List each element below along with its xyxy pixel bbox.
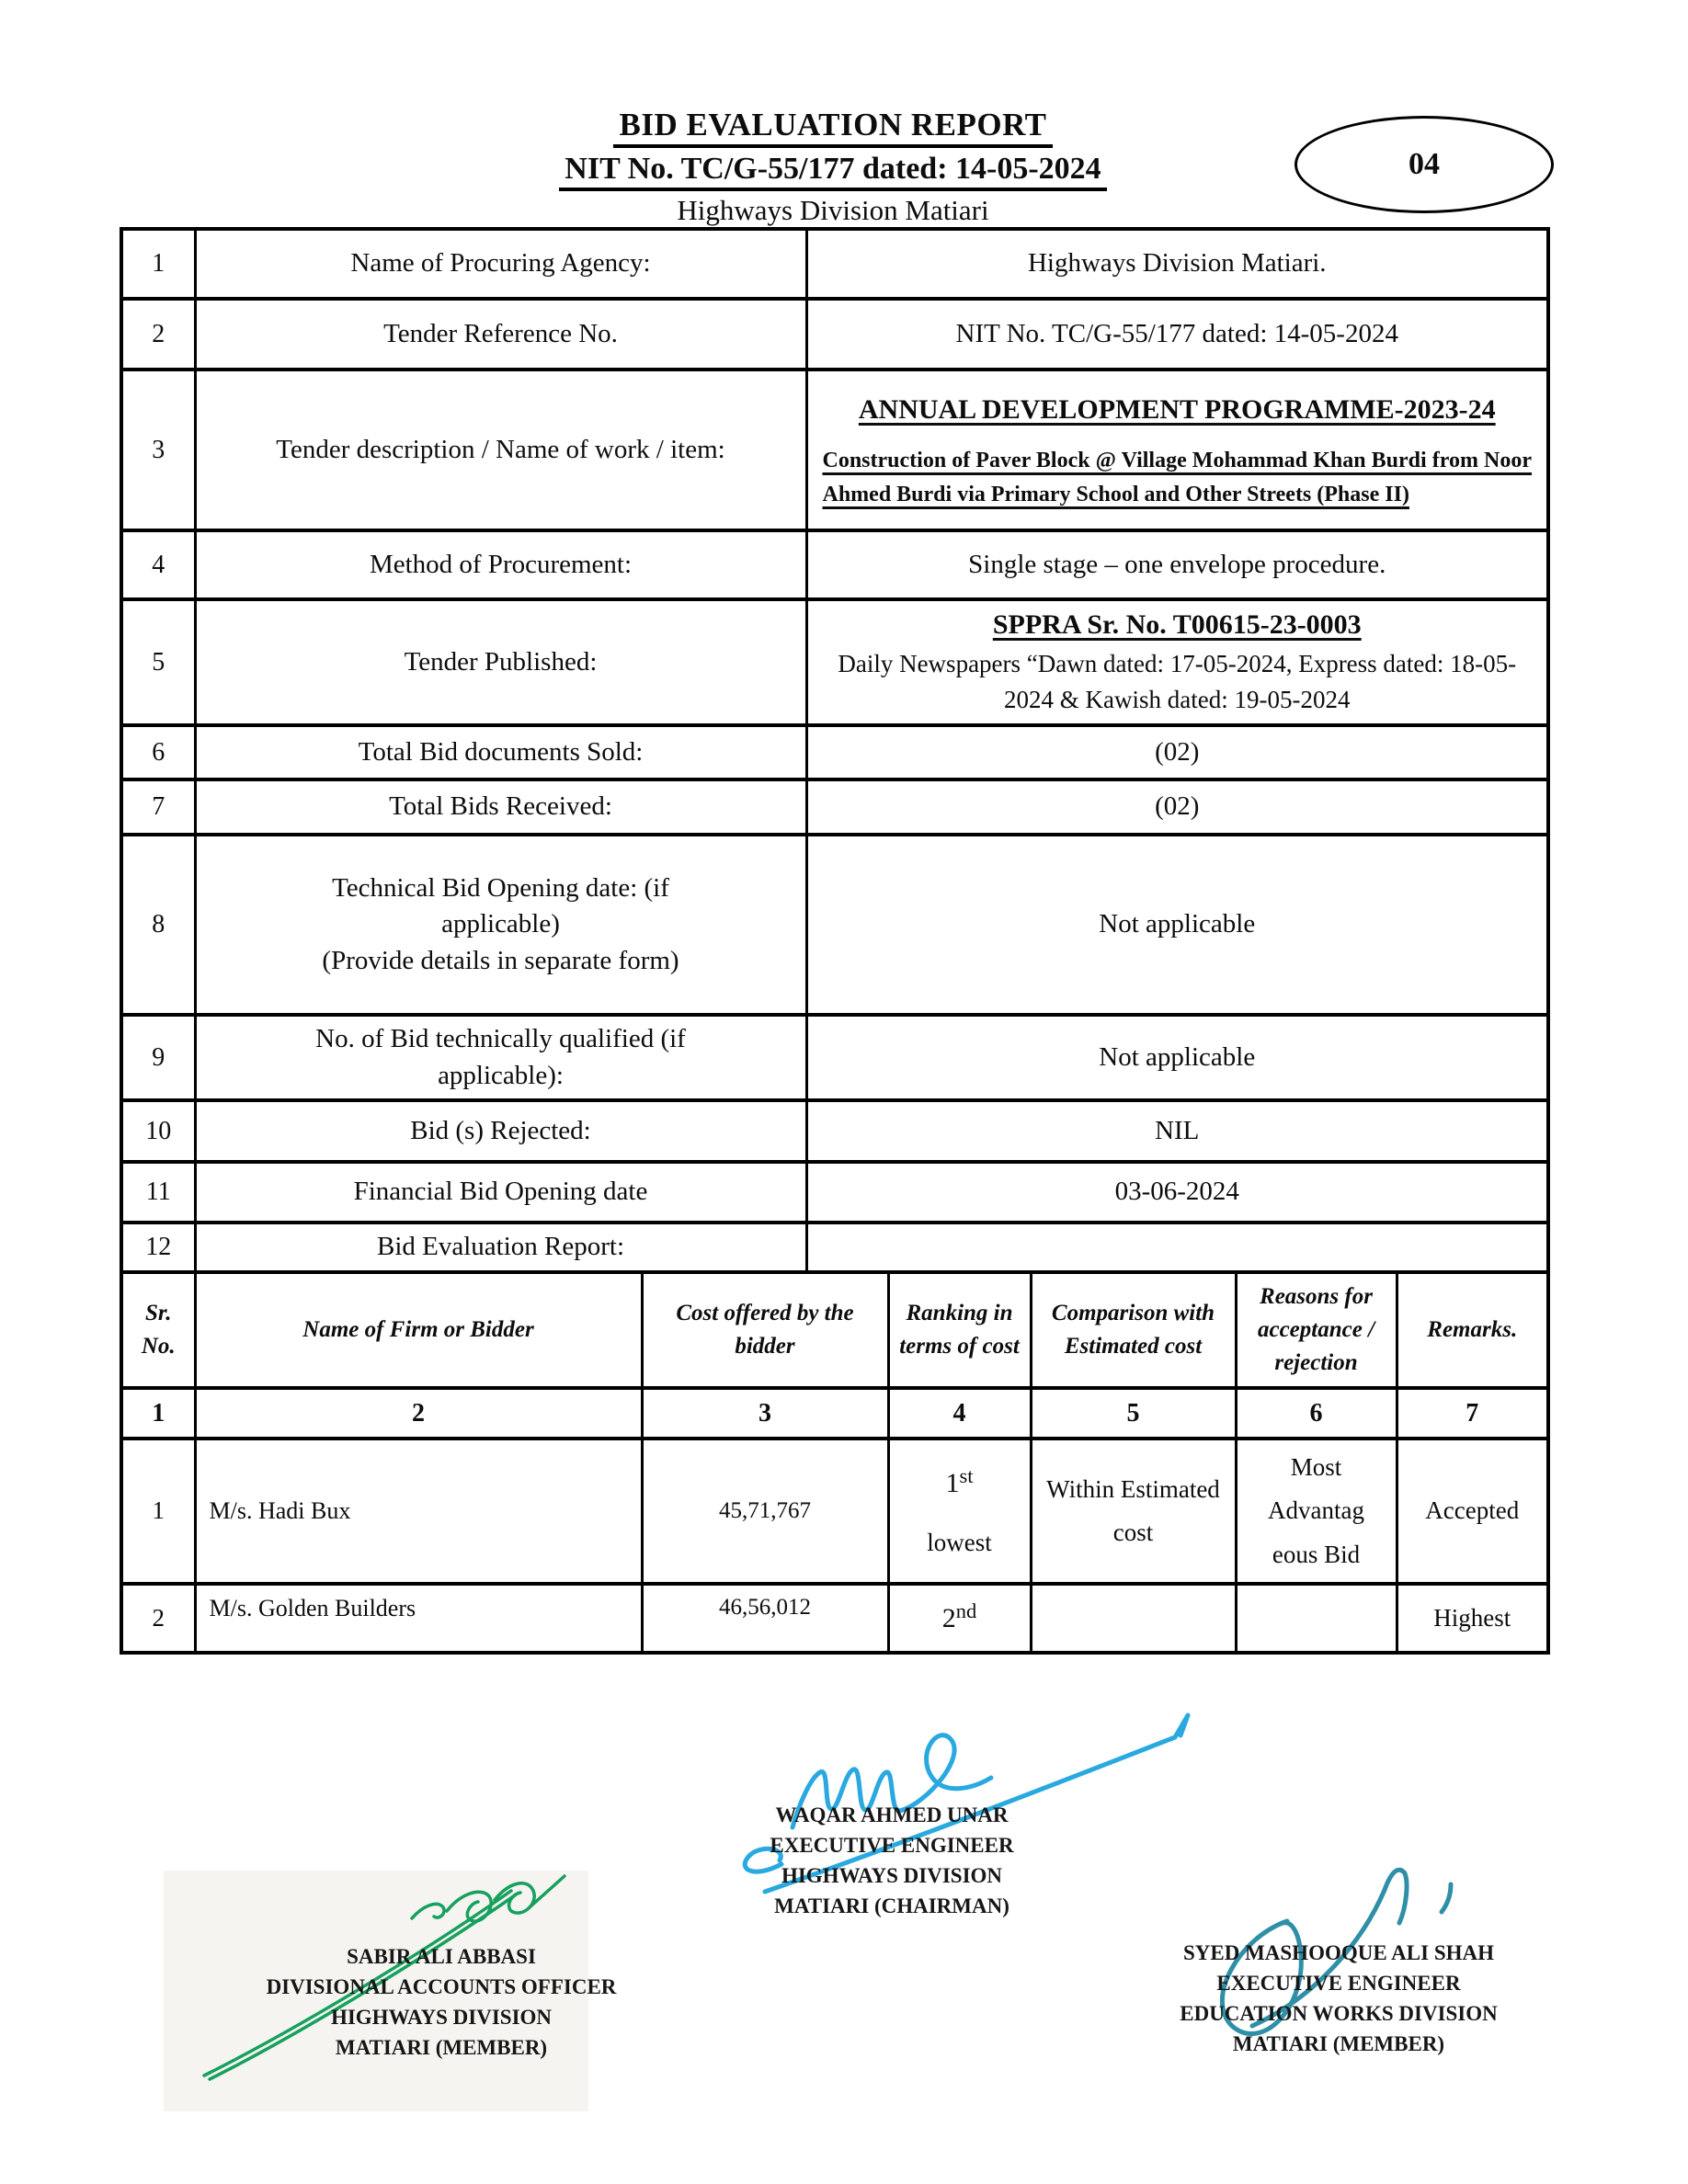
header-reasons: Reasons for acceptance / rejection <box>1236 1272 1397 1388</box>
row-sr-no: 4 <box>121 530 195 599</box>
procurement-method-value: Single stage – one envelope procedure. <box>806 530 1548 599</box>
tender-published-value <box>806 599 1548 725</box>
bids-received-value: (02) <box>806 779 1548 835</box>
tender-reference-value: NIT No. TC/G-55/177 dated: 14-05-2024 <box>806 299 1548 370</box>
bid-documents-sold-value: (02) <box>806 725 1548 779</box>
procuring-agency-value: Highways Division Matiari. <box>806 229 1548 299</box>
header-cost-offered: Cost offered by the bidder <box>642 1272 888 1388</box>
page-number-oval-stamp: 04 <box>1295 116 1554 213</box>
table-row <box>121 779 1548 835</box>
tender-description-value <box>806 370 1548 530</box>
table-row <box>121 229 1548 299</box>
table-row <box>121 1100 1548 1162</box>
chairman-role: MATIARI (CHAIRMAN) <box>774 1894 1009 1917</box>
table-row <box>121 835 1548 1015</box>
technical-bid-opening-label-line1: Technical Bid Opening date: (if applicable) <box>332 873 669 939</box>
bidder-row-1 <box>121 1439 1548 1584</box>
technical-bid-opening-label-line2: (Provide details in separate form) <box>322 945 679 975</box>
member-right-title: EXECUTIVE ENGINEER <box>1216 1972 1461 1995</box>
bidder1-cost: 45,71,767 <box>642 1439 888 1584</box>
bidder-row-2 <box>121 1584 1548 1653</box>
header-ranking: Ranking in terms of cost <box>888 1272 1031 1388</box>
row-sr-no: 1 <box>121 229 195 299</box>
bidder2-cost: 46,56,012 <box>642 1584 888 1653</box>
tender-reference-label: Tender Reference No. <box>195 299 806 370</box>
chairman-name: WAQAR AHMED UNAR <box>775 1803 1009 1826</box>
table-row <box>121 370 1548 530</box>
bidder1-firm-name: M/s. Hadi Bux <box>195 1439 642 1584</box>
member-right-name: SYED MASHOOQUE ALI SHAH <box>1182 1941 1495 1964</box>
row-sr-no: 7 <box>121 779 195 835</box>
member-left-role: MATIARI (MEMBER) <box>335 2036 548 2059</box>
tender-published-label: Tender Published: <box>195 599 806 725</box>
header-remarks: Remarks. <box>1397 1272 1548 1388</box>
report-title: BID EVALUATION REPORT <box>613 107 1052 148</box>
table-row <box>121 1223 1548 1272</box>
member-left-division: HIGHWAYS DIVISION <box>330 2006 553 2029</box>
bids-received-label: Total Bids Received: <box>195 779 806 835</box>
bidder1-rank-word: lowest <box>927 1528 992 1556</box>
table-row <box>121 530 1548 599</box>
row-sr-no: 3 <box>121 370 195 530</box>
col-number-2: 2 <box>195 1388 642 1439</box>
table-row <box>121 299 1548 370</box>
bidder2-comparison <box>1031 1584 1236 1653</box>
member-left-signature-block <box>230 1941 653 2063</box>
table-row <box>121 725 1548 779</box>
bid-table-header-row <box>121 1272 1548 1388</box>
row-sr-no: 12 <box>121 1223 195 1272</box>
bidder2-ranking <box>888 1584 1031 1653</box>
work-name-detail: Construction of Paver Block @ Village Mohammad Khan Burdi from Noor Ahmed Burdi via Primary School and Other Streets (Phase II) <box>822 448 1532 506</box>
bid-evaluation-report-value <box>806 1223 1548 1272</box>
division-name-line: Highways Division Matiari <box>677 194 989 227</box>
financial-bid-opening-label: Financial Bid Opening date <box>195 1162 806 1223</box>
bid-evaluation-report-label: Bid Evaluation Report: <box>195 1223 806 1272</box>
col-number-5: 5 <box>1031 1388 1236 1439</box>
bidder2-reasons <box>1236 1584 1397 1653</box>
member-right-division: EDUCATION WORKS DIVISION <box>1180 2002 1498 2025</box>
technically-qualified-label-text: No. of Bid technically qualified (if applicable): <box>315 1024 686 1090</box>
row-sr-no: 11 <box>121 1162 195 1223</box>
table-row <box>121 599 1548 725</box>
col-number-4: 4 <box>888 1388 1031 1439</box>
technical-bid-opening-value: Not applicable <box>806 835 1548 1015</box>
col-number-3: 3 <box>642 1388 888 1439</box>
procuring-agency-label: Name of Procuring Agency: <box>195 229 806 299</box>
member-left-name: SABIR ALI ABBASI <box>347 1945 536 1968</box>
bidder1-comparison: Within Estimated cost <box>1031 1439 1236 1584</box>
col-number-7: 7 <box>1397 1388 1548 1439</box>
bidder1-reasons: Most Advantag eous Bid <box>1236 1439 1397 1584</box>
row-sr-no: 6 <box>121 725 195 779</box>
bidder1-rank-ordinal: st <box>959 1464 974 1488</box>
technical-bid-opening-label <box>195 835 806 1015</box>
newspapers-detail: Daily Newspapers “Dawn dated: 17-05-2024, Express dated: 18-05-2024 & Kawish dated: 19-05-2024 <box>838 649 1517 713</box>
technically-qualified-label <box>195 1015 806 1100</box>
chairman-title: EXECUTIVE ENGINEER <box>770 1834 1014 1857</box>
bidder1-sr: 1 <box>121 1439 195 1584</box>
col-number-6: 6 <box>1236 1388 1397 1439</box>
bidder1-remarks: Accepted <box>1397 1439 1548 1584</box>
member-left-title: DIVISIONAL ACCOUNTS OFFICER <box>266 1975 617 1998</box>
bidder2-firm-name: M/s. Golden Builders <box>195 1584 642 1653</box>
nit-reference-line: NIT No. TC/G-55/177 dated: 14-05-2024 <box>559 151 1106 191</box>
bidder1-ranking <box>888 1439 1031 1584</box>
technically-qualified-value: Not applicable <box>806 1015 1548 1100</box>
procurement-method-label: Method of Procurement: <box>195 530 806 599</box>
header-comparison: Comparison with Estimated cost <box>1031 1272 1236 1388</box>
bid-evaluation-table <box>120 1270 1550 1655</box>
col-number-1: 1 <box>121 1388 195 1439</box>
sppra-serial-no: SPPRA Sr. No. T00615-23-0003 <box>992 609 1362 641</box>
row-sr-no: 9 <box>121 1015 195 1100</box>
member-right-role: MATIARI (MEMBER) <box>1232 2032 1445 2055</box>
row-sr-no: 2 <box>121 299 195 370</box>
financial-bid-opening-value: 03-06-2024 <box>806 1162 1548 1223</box>
bid-documents-sold-label: Total Bid documents Sold: <box>195 725 806 779</box>
bidder2-rank-number: 2 <box>941 1603 956 1634</box>
tender-description-label: Tender description / Name of work / item: <box>195 370 806 530</box>
table-row <box>121 1015 1548 1100</box>
adp-programme-heading: ANNUAL DEVELOPMENT PROGRAMME-2023-24 <box>858 394 1496 426</box>
header-sr-no: Sr. No. <box>121 1272 195 1388</box>
tender-info-table <box>120 227 1550 1274</box>
member-right-signature-block <box>1149 1938 1528 2059</box>
bidder2-sr: 2 <box>121 1584 195 1653</box>
bidder2-rank-ordinal: nd <box>955 1599 977 1623</box>
bids-rejected-label: Bid (s) Rejected: <box>195 1100 806 1162</box>
bid-table-column-number-row <box>121 1388 1548 1439</box>
chairman-signature-block <box>749 1800 1034 1921</box>
table-row <box>121 1162 1548 1223</box>
bids-rejected-value: NIL <box>806 1100 1548 1162</box>
bidder1-rank-number: 1 <box>945 1468 960 1499</box>
chairman-division: HIGHWAYS DIVISION <box>781 1864 1003 1887</box>
row-sr-no: 5 <box>121 599 195 725</box>
row-sr-no: 8 <box>121 835 195 1015</box>
header-firm-name: Name of Firm or Bidder <box>195 1272 642 1388</box>
row-sr-no: 10 <box>121 1100 195 1162</box>
bidder2-remarks: Highest <box>1397 1584 1548 1653</box>
